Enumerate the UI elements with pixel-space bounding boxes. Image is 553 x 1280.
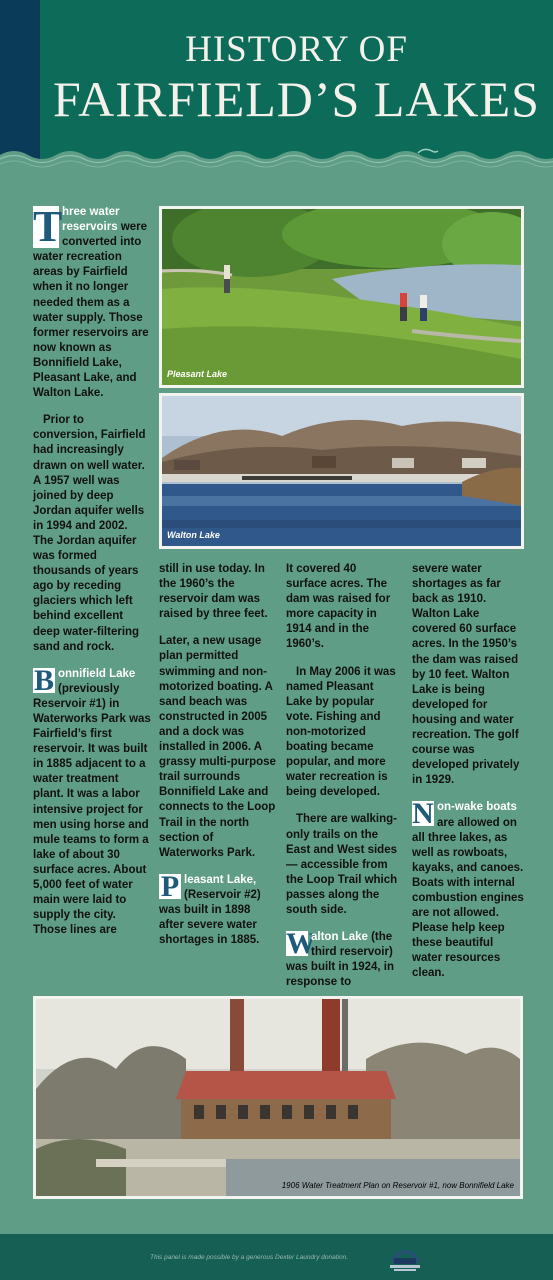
pleasant-drop-cap: P — [160, 869, 180, 903]
wave-decoration — [0, 145, 553, 175]
pleasant-text-b: It covered 40 surface acres. The dam was raised for more capacity in 1914 and in the 1960’s. — [286, 563, 391, 651]
pleasant-text-c: In May 2006 it was named Pleasant Lake by popular vote. Fishing and non-motorized boating became popular, and more water recreation is being developed. — [286, 665, 396, 799]
nonwake-text: are allowed on all three lakes, as well as rowboats, kayaks, and canoes. Boats with internal combustion engines are not allowed. Please help keep these beautiful water resources clean. — [412, 816, 524, 980]
text-column-3 — [286, 562, 400, 1002]
intro-text: were converted into water recreation areas by Fairfield when it no longer needed them as a water supply. Those former reservoirs are now known as Bonnifield Lake, Pleasant Lake, and Walton Lake. — [33, 221, 149, 400]
walton-lake-photo — [159, 393, 524, 549]
prior-text: Prior to conversion, Fairfield had increasingly drawn on well water. A 1957 well was joined by deep Jordan aquifer wells in 1994 and 2002. The Jordan aquifer was formed thousands of years ago by receding glaciers which left behind excellent deep water-filtering sand and rock. — [33, 414, 146, 653]
pleasant-text-a: (Reservoir #2) was built in 1898 after severe water shortages in 1885. — [159, 888, 261, 947]
intro-heading: hree water reservoirs — [62, 206, 120, 234]
walton-drop-cap: W — [286, 927, 316, 961]
historic-photo-caption: 1906 Water Treatment Plan on Reservoir #1, now Bonnifield Lake — [281, 1181, 514, 1190]
walton-text-b: severe water shortages as far back as 1910. Walton Lake covered 60 surface acres. In the 1950’s the dam was raised by 10 feet. Walton Lake is being developed for housing and water recreation. The golf course was developed privately in 1929. — [412, 563, 520, 787]
nonwake-heading: on-wake boats — [437, 801, 517, 814]
dexter-laundry-logo-icon — [388, 1244, 422, 1274]
nonwake-drop-cap: N — [412, 797, 434, 831]
prior-paragraph — [33, 413, 151, 655]
nonwake-paragraph — [412, 797, 526, 981]
bonnifield-drop-cap: B — [33, 663, 54, 697]
text-column-2 — [159, 562, 276, 960]
intro-paragraph — [33, 202, 151, 401]
bonnifield-heading: onnifield Lake — [58, 667, 136, 680]
text-column-1 — [33, 202, 151, 950]
footer — [0, 1234, 553, 1280]
bonnifield-paragraph — [33, 663, 151, 939]
sponsor-note: This panel is made possible by a generous Dexter Laundry donation. — [150, 1254, 349, 1261]
text-column-4 — [412, 562, 526, 994]
header-stripe — [0, 0, 40, 160]
walton-heading: alton Lake — [311, 931, 368, 944]
walton-paragraph — [286, 927, 400, 990]
historic-water-plant-photo — [33, 996, 523, 1199]
title-line-2: FAIRFIELD’S LAKES — [53, 71, 540, 127]
pleasant-paragraph — [159, 869, 276, 948]
walton-text-a: (the third reservoir) was built in 1924, in response to — [286, 931, 395, 989]
pleasant-heading: leasant Lake, — [184, 873, 257, 886]
bonnifield-text-c: Later, a new usage plan permitted swimming and non-motorized boating. A sand beach was constructed in 2005 and a dock was installed in 2006. A grassy multi-purpose trail surrounds Bonnifield Lake and connects to the Loop Trail in the north section of Waterworks Park. — [159, 635, 276, 859]
intro-drop-cap: T — [33, 202, 63, 251]
walton-lake-caption: Walton Lake — [167, 530, 220, 540]
bonnifield-text-a: (previously Reservoir #1) in Waterworks Park was Fairfield’s first reservoir. It was built in 1885 adjacent to a water treatment plant. It was a labor intensive project for men using horse and mule teams to form a lake of about 30 surface acres. About 5,000 feet of water main were laid to supply the city. Those lines are — [33, 682, 151, 937]
pleasant-text-d: There are walking-only trails on the East and West sides — accessible from the Loop Trail which passes along the south side. — [286, 813, 398, 916]
bonnifield-text-b: still in use today. In the 1960’s the reservoir dam was raised by three feet. — [159, 563, 268, 621]
pleasant-lake-caption: Pleasant Lake — [167, 369, 228, 379]
pleasant-lake-photo — [159, 206, 524, 388]
title-line-1: HISTORY OF — [185, 29, 408, 70]
